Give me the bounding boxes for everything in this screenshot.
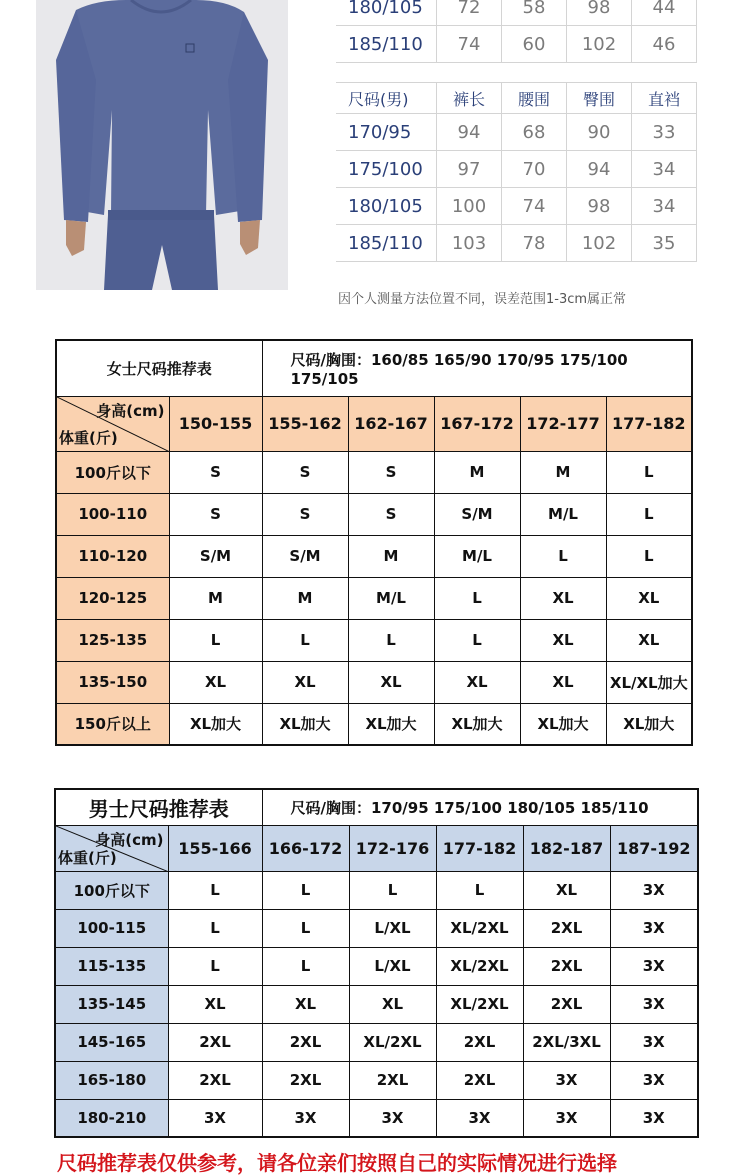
men-size-cell: L	[262, 947, 349, 985]
women-size-cell: L	[262, 619, 348, 661]
men-size-cell: 3X	[349, 1099, 436, 1137]
measure-row	[336, 151, 697, 188]
measure-cell: 103	[437, 225, 502, 262]
men-size-cell: 3X	[610, 1099, 698, 1137]
men-size-cell: 3X	[610, 1061, 698, 1099]
men-height-range: 182-187	[523, 825, 610, 871]
women-size-cell: S	[262, 493, 348, 535]
men-size-cell: 2XL	[523, 985, 610, 1023]
women-size-cell: M/L	[434, 535, 520, 577]
men-weight-range: 100-115	[55, 909, 168, 947]
model-in-thermal-wear-image	[36, 0, 288, 290]
women-size-cell: XL	[262, 661, 348, 703]
women-size-cell: S	[169, 493, 262, 535]
men-size-row	[55, 1023, 698, 1061]
women-size-cell: M	[262, 577, 348, 619]
men-size-row	[55, 1099, 698, 1137]
men-size-cell: 3X	[262, 1099, 349, 1137]
men-corner-cell	[55, 825, 168, 871]
measure-cell: 60	[502, 26, 567, 63]
women-weight-range: 135-150	[56, 661, 169, 703]
women-weight-range: 110-120	[56, 535, 169, 577]
women-size-cell: S/M	[169, 535, 262, 577]
men-size-row	[55, 947, 698, 985]
women-size-cell: S/M	[262, 535, 348, 577]
women-size-cell: XL	[520, 661, 606, 703]
measure-table-top	[336, 0, 697, 63]
women-size-cell: M/L	[348, 577, 434, 619]
size-cell: 185/110	[336, 26, 437, 63]
men-size-cell: 3X	[168, 1099, 262, 1137]
men-height-range: 177-182	[436, 825, 523, 871]
women-chart-title: 女士尺码推荐表	[56, 340, 262, 396]
men-size-cell: XL/2XL	[436, 985, 523, 1023]
women-size-cell: L	[434, 619, 520, 661]
size-cell: 180/105	[336, 0, 437, 26]
measure-cell: 78	[502, 225, 567, 262]
measure-header-cell: 臀围	[567, 83, 632, 114]
women-size-cell: S	[262, 451, 348, 493]
men-size-cell: L	[262, 871, 349, 909]
women-size-cell: L	[606, 451, 692, 493]
measure-cell: 97	[437, 151, 502, 188]
men-size-cell: XL/2XL	[436, 909, 523, 947]
women-weight-range: 100-110	[56, 493, 169, 535]
men-size-cell: XL	[349, 985, 436, 1023]
size-cell: 175/100	[336, 151, 437, 188]
women-size-cell: L	[348, 619, 434, 661]
measure-cell: 68	[502, 114, 567, 151]
measure-cell: 72	[437, 0, 502, 26]
size-cell: 185/110	[336, 225, 437, 262]
women-height-label: 身高(cm)	[96, 401, 165, 420]
measure-header-cell: 腰围	[502, 83, 567, 114]
women-size-cell: XL/XL加大	[606, 661, 692, 703]
men-size-cell: 2XL/3XL	[523, 1023, 610, 1061]
measure-header-cell: 直裆	[632, 83, 697, 114]
women-height-range: 177-182	[606, 396, 692, 451]
women-size-cell: XL	[520, 619, 606, 661]
women-weight-range: 150斤以上	[56, 703, 169, 745]
men-size-cell: L/XL	[349, 909, 436, 947]
measure-cell: 46	[632, 26, 697, 63]
size-cell: 170/95	[336, 114, 437, 151]
women-size-cell: M	[434, 451, 520, 493]
women-height-range: 162-167	[348, 396, 434, 451]
men-size-cell: 3X	[610, 909, 698, 947]
measure-row	[336, 0, 697, 26]
men-weight-range: 135-145	[55, 985, 168, 1023]
men-weight-range: 145-165	[55, 1023, 168, 1061]
size-cell: 180/105	[336, 188, 437, 225]
measure-cell: 70	[502, 151, 567, 188]
measure-cell: 74	[502, 188, 567, 225]
women-size-cell: S	[348, 493, 434, 535]
men-size-cell: XL/2XL	[436, 947, 523, 985]
men-size-cell: 3X	[436, 1099, 523, 1137]
men-size-cell: 3X	[523, 1099, 610, 1137]
men-height-range: 172-176	[349, 825, 436, 871]
men-size-cell: L	[262, 909, 349, 947]
measure-header-cell: 裤长	[437, 83, 502, 114]
measure-cell: 33	[632, 114, 697, 151]
men-size-cell: L	[168, 909, 262, 947]
men-weight-range: 180-210	[55, 1099, 168, 1137]
women-size-cell: L	[606, 493, 692, 535]
men-size-cell: 2XL	[349, 1061, 436, 1099]
men-size-cell: 2XL	[436, 1061, 523, 1099]
men-size-row	[55, 871, 698, 909]
men-size-cell: L/XL	[349, 947, 436, 985]
men-weight-range: 115-135	[55, 947, 168, 985]
men-size-cell: L	[168, 871, 262, 909]
women-size-cell: XL	[606, 619, 692, 661]
men-size-row	[55, 909, 698, 947]
women-size-cell: L	[520, 535, 606, 577]
men-size-cell: L	[168, 947, 262, 985]
measure-table-men	[336, 82, 697, 262]
men-size-cell: 3X	[610, 871, 698, 909]
women-size-cell: L	[606, 535, 692, 577]
men-weight-range: 100斤以下	[55, 871, 168, 909]
men-size-cell: 3X	[523, 1061, 610, 1099]
women-size-cell: S	[169, 451, 262, 493]
measure-cell: 58	[502, 0, 567, 26]
men-size-cell: XL	[523, 871, 610, 909]
men-size-row	[55, 985, 698, 1023]
measure-cell: 35	[632, 225, 697, 262]
men-size-cell: 2XL	[262, 1023, 349, 1061]
footer-note: 尺码推荐表仅供参考，请各位亲们按照自己的实际情况进行选择	[57, 1151, 617, 1175]
men-weight-label: 体重(斤)	[58, 848, 117, 867]
women-size-cell: XL	[348, 661, 434, 703]
women-size-row	[56, 577, 692, 619]
men-height-label: 身高(cm)	[95, 830, 164, 849]
men-size-cell: 3X	[610, 985, 698, 1023]
measure-cell: 44	[632, 0, 697, 26]
men-size-cell: 2XL	[436, 1023, 523, 1061]
measure-cell: 34	[632, 188, 697, 225]
measure-row	[336, 114, 697, 151]
women-size-row	[56, 493, 692, 535]
women-weight-range: 120-125	[56, 577, 169, 619]
men-size-cell: 2XL	[523, 909, 610, 947]
women-height-range: 150-155	[169, 396, 262, 451]
women-size-row	[56, 451, 692, 493]
men-height-range: 155-166	[168, 825, 262, 871]
women-chart-subtitle: 尺码/胸围：160/85 165/90 170/95 175/100 175/105	[262, 340, 692, 396]
measure-header-row	[336, 83, 697, 114]
women-size-chart	[55, 339, 693, 746]
women-size-cell: M	[520, 451, 606, 493]
measure-cell: 90	[567, 114, 632, 151]
men-size-cell: XL/2XL	[349, 1023, 436, 1061]
women-size-row	[56, 703, 692, 745]
men-size-cell: L	[436, 871, 523, 909]
women-size-cell: M	[169, 577, 262, 619]
men-size-chart	[54, 788, 699, 1138]
measure-cell: 94	[437, 114, 502, 151]
women-size-cell: XL加大	[606, 703, 692, 745]
measure-cell: 98	[567, 0, 632, 26]
women-size-cell: XL	[169, 661, 262, 703]
women-size-cell: L	[434, 577, 520, 619]
men-chart-subtitle: 尺码/胸围：170/95 175/100 180/105 185/110	[262, 789, 698, 825]
men-size-cell: XL	[262, 985, 349, 1023]
men-size-cell: 2XL	[168, 1023, 262, 1061]
women-height-range: 167-172	[434, 396, 520, 451]
women-size-cell: S/M	[434, 493, 520, 535]
measure-note: 因个人测量方法位置不同，误差范围1-3cm属正常	[338, 292, 627, 307]
men-size-cell: 2XL	[523, 947, 610, 985]
men-size-cell: 3X	[610, 947, 698, 985]
women-size-cell: XL加大	[348, 703, 434, 745]
measure-row	[336, 188, 697, 225]
women-size-cell: L	[169, 619, 262, 661]
measure-cell: 34	[632, 151, 697, 188]
product-photo	[36, 0, 288, 290]
women-size-cell: XL加大	[520, 703, 606, 745]
women-size-cell: XL加大	[434, 703, 520, 745]
measure-cell: 74	[437, 26, 502, 63]
women-size-row	[56, 661, 692, 703]
men-height-range: 166-172	[262, 825, 349, 871]
measure-header-cell: 尺码(男)	[336, 83, 437, 114]
measure-cell: 100	[437, 188, 502, 225]
women-weight-range: 100斤以下	[56, 451, 169, 493]
women-size-row	[56, 535, 692, 577]
measure-cell: 102	[567, 225, 632, 262]
women-size-cell: XL加大	[169, 703, 262, 745]
measure-row	[336, 26, 697, 63]
women-size-cell: XL	[520, 577, 606, 619]
men-size-cell: XL	[168, 985, 262, 1023]
women-height-range: 172-177	[520, 396, 606, 451]
measure-cell: 98	[567, 188, 632, 225]
women-size-cell: M/L	[520, 493, 606, 535]
women-size-cell: S	[348, 451, 434, 493]
women-size-cell: XL加大	[262, 703, 348, 745]
men-chart-title: 男士尺码推荐表	[55, 789, 262, 825]
women-size-row	[56, 619, 692, 661]
men-size-cell: 3X	[610, 1023, 698, 1061]
men-size-cell: L	[349, 871, 436, 909]
measure-row	[336, 225, 697, 262]
men-height-range: 187-192	[610, 825, 698, 871]
men-size-row	[55, 1061, 698, 1099]
measure-cell: 102	[567, 26, 632, 63]
women-weight-label: 体重(斤)	[59, 428, 118, 447]
men-size-cell: 2XL	[262, 1061, 349, 1099]
women-height-range: 155-162	[262, 396, 348, 451]
women-size-cell: XL	[434, 661, 520, 703]
women-size-cell: M	[348, 535, 434, 577]
men-weight-range: 165-180	[55, 1061, 168, 1099]
women-corner-cell	[56, 396, 169, 451]
men-size-cell: 2XL	[168, 1061, 262, 1099]
measure-cell: 94	[567, 151, 632, 188]
women-size-cell: XL	[606, 577, 692, 619]
women-weight-range: 125-135	[56, 619, 169, 661]
